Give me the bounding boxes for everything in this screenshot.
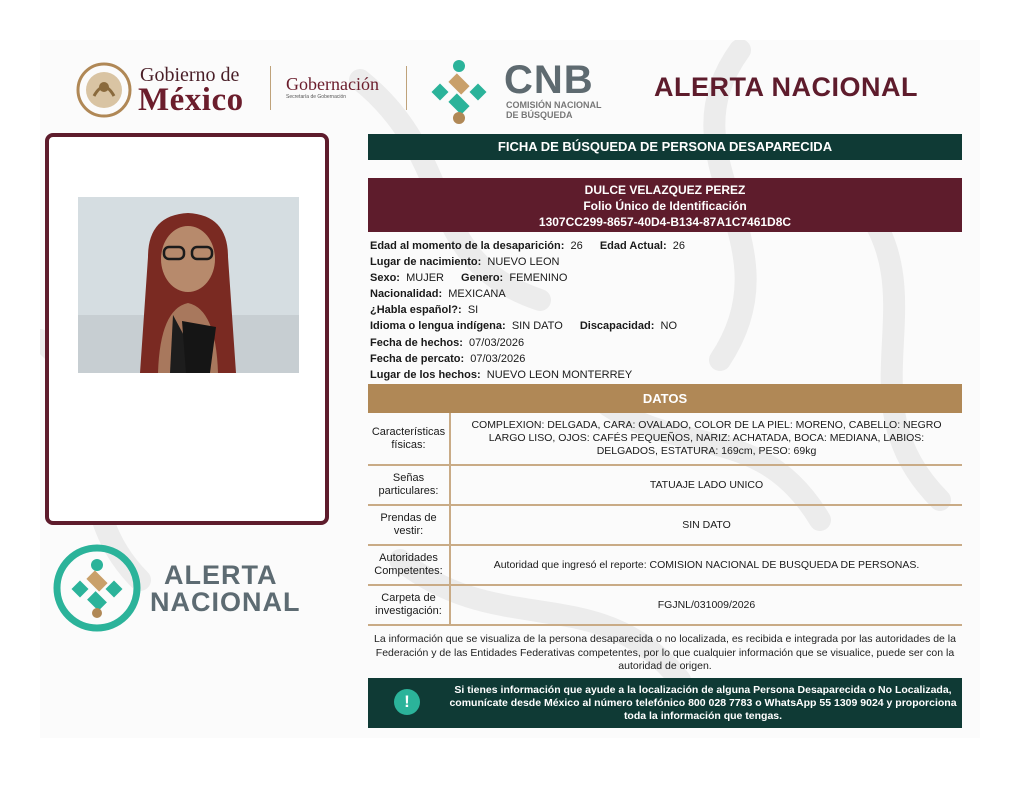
info-row [370,270,960,286]
cnb-title: CNB [504,58,594,102]
folio-value: 1307CC299-8657-40D4-B134-87A1C7461D8C [538,215,792,229]
info-row [370,335,960,351]
cnb-sub-line2: DE BÚSQUEDA [506,110,573,120]
folio-label: Folio Único de Identificación [583,199,747,213]
disclaimer-text: La información que se visualiza de la persona desaparecida o no localizada, es recibida e integrada por las autoridades de la Federación y de las Entidades Federativas competentes, por lo que cualquier información que se visualice, puede ser con la autoridad de origen. [374,633,956,672]
table-row [368,586,962,626]
header-divider [270,66,271,110]
gobierno-line2: México [138,82,244,118]
field-value: NUEVO LEON MONTERREY [486,368,633,381]
alerta-nacional-logo-text [150,562,301,616]
field-value: MEXICANA [448,288,506,301]
table-row [368,546,962,586]
table-label: Características físicas: [371,425,446,451]
field-label: Genero: [461,272,504,285]
field-value: NO [660,320,678,333]
ficha-title-bar: FICHA DE BÚSQUEDA DE PERSONA DESAPARECIDA [368,134,962,160]
header-divider [406,66,407,110]
person-photo [78,197,299,373]
field-label: Lugar de los hechos: [370,368,481,381]
cnb-logo-icon [422,58,496,126]
info-row [370,367,960,383]
person-name-bar [368,178,962,232]
contact-text: Si tienes información que ayude a la localización de alguna Persona Desaparecida o No Localizada, comunícate desde México al número telefónico 800 028 7783 o WhatsApp 55 1309 9024 y proporciona toda la información que tengas. [449,684,957,722]
table-value: SIN DATO [449,506,962,544]
exclamation-icon: ! [394,689,420,715]
nacional-word: NACIONAL [150,587,301,617]
field-value: 26 [570,240,583,252]
field-label: ¿Habla español?: [370,304,462,317]
cnb-sub-line1: COMISIÓN NACIONAL [506,100,602,110]
mexico-seal-icon [76,62,132,118]
field-label: Lugar de nacimiento: [370,256,482,269]
table-row [368,506,962,546]
info-row [370,286,960,302]
person-name: DULCE VELAZQUEZ PEREZ [584,183,746,197]
info-row [370,238,960,254]
gobernacion-label: Gobernación [286,74,379,94]
field-label: Idioma o lengua indígena: [370,320,506,333]
person-info [370,238,960,383]
datos-table [368,413,962,626]
field-label: Sexo: [370,272,400,285]
info-row [370,254,960,270]
table-label: Señas particulares: [378,472,439,497]
table-value: Autoridad que ingresó el reporte: COMISION NACIONAL DE BUSQUEDA DE PERSONAS. [449,546,962,584]
table-row [368,413,962,466]
table-row [368,466,962,506]
gobernacion-sub: Secretaría de Gobernación [286,94,347,100]
alerta-nacional-heading: ALERTA NACIONAL [654,72,918,102]
field-label: Fecha de percato: [370,352,465,365]
field-value: 26 [672,240,686,252]
info-row [370,351,960,367]
field-label: Fecha de hechos: [370,336,463,349]
photo-card [45,133,329,525]
field-label: Edad Actual: [599,240,667,252]
field-value: SIN DATO [511,320,563,333]
info-row [370,302,960,318]
field-value: MUJER [406,272,444,285]
gobierno-line1: Gobierno de [140,64,240,86]
field-value: FEMENINO [509,272,568,285]
table-label: Carpeta de investigación: [375,592,442,617]
table-label: Prendas de vestir: [380,512,437,537]
field-label: Edad al momento de la desaparición: [370,240,565,252]
datos-title-bar: DATOS [368,384,962,413]
alerta-nacional-logo-icon [52,543,142,633]
field-value: NUEVO LEON [487,256,560,269]
info-row [370,318,960,334]
table-value: FGJNL/031009/2026 [449,586,962,624]
cnb-subtitle [506,100,626,120]
field-value: 07/03/2026 [470,352,526,365]
table-label: Autoridades Competentes: [374,552,443,577]
table-value: COMPLEXION: DELGADA, CARA: OVALADO, COLOR DE LA PIEL: MORENO, CABELLO: NEGRO LARGO LISO, OJOS: CAFÉS PEQUEÑOS, NARIZ: ACHATADA, BOCA: MEDIANA, LABIOS: DELGADOS, ESTATURA: 169cm, PESO: 69kg [449,413,962,464]
field-label: Discapacidad: [579,320,655,333]
header [72,58,942,120]
field-value: SI [467,304,479,317]
table-value: TATUAJE LADO UNICO [449,466,962,504]
alerta-word: ALERTA [164,560,278,590]
field-label: Nacionalidad: [370,288,443,301]
contact-footer [368,678,962,728]
field-value: 07/03/2026 [469,336,525,349]
